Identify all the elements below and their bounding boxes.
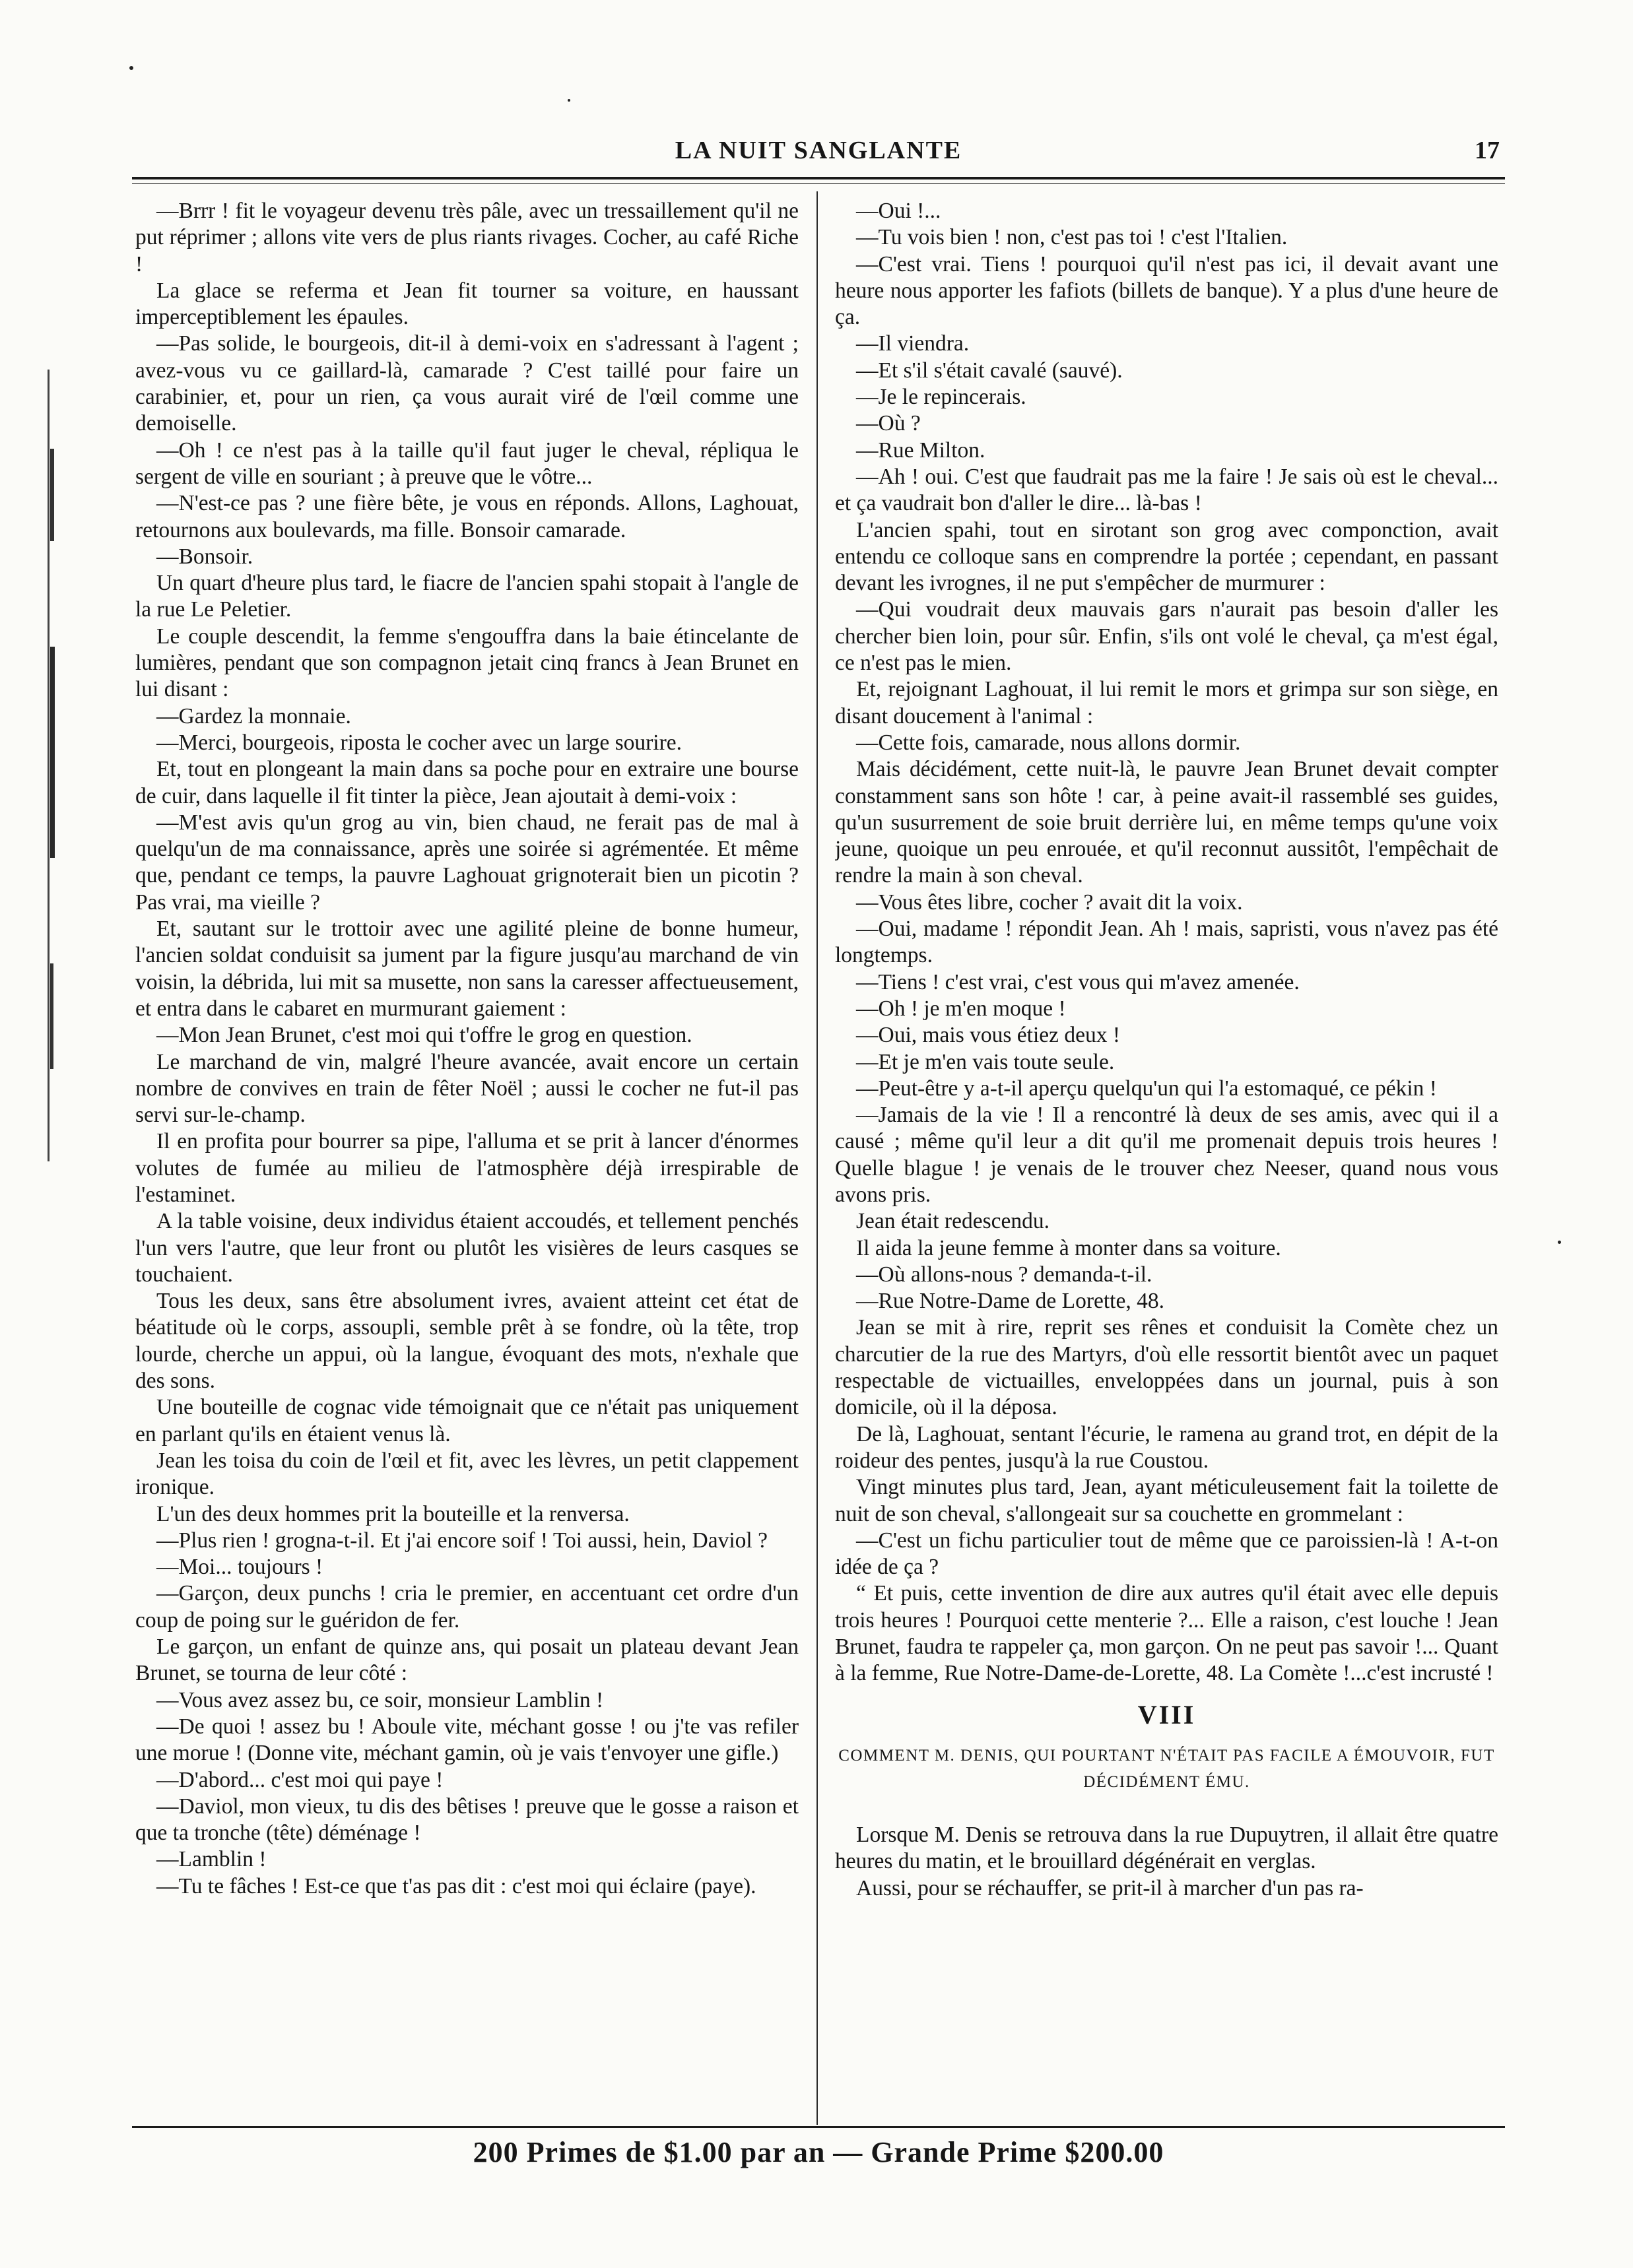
paragraph: —Oui, madame ! répondit Jean. Ah ! mais, sapristi, vous n'avez pas été longtemps. xyxy=(835,917,1498,968)
paragraph: —Rue Notre-Dame de Lorette, 48. xyxy=(856,1289,1164,1314)
paragraph: —Rue Milton. xyxy=(856,437,985,463)
paragraph: Et, sautant sur le trottoir avec une agilité pleine de bonne humeur, l'ancien soldat conduisit sa jument par la figure jusqu'au marchand de vin voisin, la débrida, lui mit sa musette, non sans la caresser affectueusement, et entra dans le cabaret en murmurant gaiement : xyxy=(135,917,799,1021)
left-column xyxy=(135,198,799,2125)
chapter-title: COMMENT M. DENIS, QUI POURTANT N'ÉTAIT PAS FACILE A ÉMOUVOIR, FUT DÉCIDÉMENT ÉMU. xyxy=(838,1746,1495,1791)
paragraph: —Peut-être y a-t-il aperçu quelqu'un qui l'a estomaqué, ce pékin ! xyxy=(856,1076,1437,1101)
paragraph: Et, rejoignant Laghouat, il lui remit le mors et grimpa sur son siège, en disant doucement à l'animal : xyxy=(835,677,1498,729)
paragraph: Le couple descendit, la femme s'engouffra dans la baie étincelante de lumières, pendant que son compagnon jetait cinq francs à Jean Brunet en lui disant : xyxy=(135,624,799,702)
running-title: LA NUIT SANGLANTE xyxy=(675,137,962,164)
paragraph: —Ah ! oui. C'est que faudrait pas me la faire ! Je sais où est le cheval... et ça vaudrait bon d'aller le dire... là-bas ! xyxy=(835,464,1498,516)
chapter-number: VIII xyxy=(1137,1699,1196,1730)
paragraph: A la table voisine, deux individus étaient accoudés, et tellement penchés l'un vers l'autre, que leur front ou plutôt les visières de leurs casques se touchaient. xyxy=(135,1209,799,1287)
paragraph: —Où ? xyxy=(856,411,921,436)
paragraph: —C'est un fichu particulier tout de même que ce paroissien-là ! A-t-on idée de ça ? xyxy=(835,1528,1498,1580)
page-header xyxy=(132,131,1505,177)
paragraph: La glace se referma et Jean fit tourner sa voiture, en haussant imperceptiblement les épaules. xyxy=(135,278,799,330)
ink-speck xyxy=(568,99,570,102)
paragraph: —Oui !... xyxy=(856,199,941,223)
paragraph: Le marchand de vin, malgré l'heure avancée, avait encore un certain nombre de convives en train de fêter Noël ; aussi le cocher ne fut-il pas servi sur-le-champ. xyxy=(135,1049,799,1128)
paragraph: —Je le repincerais. xyxy=(856,385,1026,410)
paragraph: —Où allons-nous ? demanda-t-il. xyxy=(856,1262,1152,1287)
paragraph: —Bonsoir. xyxy=(156,544,253,569)
right-column xyxy=(835,198,1498,2125)
footer-rule xyxy=(132,2126,1505,2128)
paragraph: Le garçon, un enfant de quinze ans, qui posait un plateau devant Jean Brunet, se tourna de leur côté : xyxy=(135,1635,799,1686)
binding-edge-marks xyxy=(45,370,57,1161)
paragraph: “ Et puis, cette invention de dire aux autres qu'il était avec elle depuis trois heures ! Pourquoi cette menterie ?... Elle a raison, c'est louche ! Jean Brunet, faudra te rappeler ça, mon garçon. On ne peut pas savoir !... Quant à la femme, Rue Notre-Dame-de-Lorette, 48. La Comète !...c'est incrusté ! xyxy=(835,1581,1498,1686)
paragraph: —Mon Jean Brunet, c'est moi qui t'offre le grog en question. xyxy=(156,1023,692,1048)
paragraph: Et, tout en plongeant la main dans sa poche pour en extraire une bourse de cuir, dans laquelle il fit tinter la pièce, Jean ajoutait à demi-voix : xyxy=(135,757,799,808)
paragraph: Jean se mit à rire, reprit ses rênes et conduisit la Comète chez un charcutier de la rue des Martyrs, d'où elle ressortit bientôt avec un paquet respectable de victuailles, enveloppées dans un journal, puis à son domicile, où il la déposa. xyxy=(835,1315,1498,1420)
paragraph: —Oh ! ce n'est pas à la taille qu'il faut juger le cheval, répliqua le sergent de ville en souriant ; à preuve que le vôtre... xyxy=(135,437,799,489)
paragraph: Tous les deux, sans être absolument ivres, avaient atteint cet état de béatitude où le corps, assoupli, semble prêt à se fondre, où la tête, trop lourde, cherche un appui, où la langue, évoquant des mots, n'exhale que des sons. xyxy=(135,1289,799,1394)
paragraph: Une bouteille de cognac vide témoignait que ce n'était pas uniquement en parlant qu'ils en étaient venus là. xyxy=(135,1395,799,1446)
paragraph: —Plus rien ! grogna-t-il. Et j'ai encore soif ! Toi aussi, hein, Daviol ? xyxy=(156,1528,768,1553)
header-rule-thin xyxy=(132,183,1505,184)
paragraph: —Tiens ! c'est vrai, c'est vous qui m'avez amenée. xyxy=(856,969,1300,994)
page-number: 17 xyxy=(1475,137,1500,164)
paragraph: Mais décidément, cette nuit-là, le pauvre Jean Brunet devait compter constamment sans son hôte ! car, à peine avait-il rassemblé ses guides, qu'un susurrement de soie bruit derrière lui, en même temps qu'une voix jeune, quoique un peu enrouée, et qu'il reconnut aussitôt, l'empêchait de rendre la main à son cheval. xyxy=(835,757,1498,888)
paragraph: L'ancien spahi, tout en sirotant son grog avec componction, avait entendu ce colloque sans en comprendre la portée ; cependant, en passant devant les ivrognes, il ne put s'empêcher de murmurer : xyxy=(835,517,1498,596)
ink-speck xyxy=(129,66,133,70)
paragraph: Un quart d'heure plus tard, le fiacre de l'ancien spahi stopait à l'angle de la rue Le Peletier. xyxy=(135,571,799,622)
paragraph: —Tu vois bien ! non, c'est pas toi ! c'est l'Italien. xyxy=(856,225,1288,250)
paragraph: —Tu te fâches ! Est-ce que t'as pas dit : c'est moi qui éclaire (paye). xyxy=(156,1873,756,1898)
paragraph: —Cette fois, camarade, nous allons dormir. xyxy=(856,730,1241,755)
paragraph: —Et je m'en vais toute seule. xyxy=(856,1049,1115,1074)
paragraph: Aussi, pour se réchauffer, se prit-il à marcher d'un pas ra- xyxy=(856,1875,1364,1900)
paragraph: De là, Laghouat, sentant l'écurie, le ramena au grand trot, en dépit de la roideur des pentes, jusqu'à la rue Coustou. xyxy=(835,1421,1498,1473)
paragraph: —Vous avez assez bu, ce soir, monsieur Lamblin ! xyxy=(156,1687,604,1712)
paragraph: —Garçon, deux punchs ! cria le premier, en accentuant cet ordre d'un coup de poing sur le guéridon de fer. xyxy=(135,1581,799,1633)
paragraph: —Pas solide, le bourgeois, dit-il à demi-voix en s'adressant à l'agent ; avez-vous vu ce gaillard-là, camarade ? C'est taillé pour faire un carabinier, et, pour un rien, ça vous aurait viré de l'œil comme une demoiselle. xyxy=(135,331,799,436)
paragraph: Vingt minutes plus tard, Jean, ayant méticuleusement fait la toilette de nuit de son cheval, s'allongeait sur sa couchette en grommelant : xyxy=(835,1475,1498,1526)
paragraph: —Daviol, mon vieux, tu dis des bêtises ! preuve que le gosse a raison et que ta tronche (tête) déménage ! xyxy=(135,1794,799,1846)
paragraph: —Et s'il s'était cavalé (sauvé). xyxy=(856,358,1123,383)
header-rule xyxy=(132,177,1505,179)
paragraph: —Lamblin ! xyxy=(156,1847,267,1872)
paragraph: Lorsque M. Denis se retrouva dans la rue Dupuytren, il allait être quatre heures du matin, et le brouillard dégénérait en verglas. xyxy=(835,1822,1498,1874)
paragraph: Jean les toisa du coin de l'œil et fit, avec les lèvres, un petit clappement ironique. xyxy=(135,1448,799,1500)
paragraph: —Brrr ! fit le voyageur devenu très pâle, avec un tressaillement qu'il ne put réprimer ; allons vite vers de plus riants rivages. Cocher, au café Riche ! xyxy=(135,199,799,276)
paragraph: —D'abord... c'est moi qui paye ! xyxy=(156,1767,444,1792)
paragraph: —M'est avis qu'un grog au vin, bien chaud, ne ferait pas de mal à quelqu'un de ma connaissance, après une soirée si agrémentée. Et même que, pendant ce temps, la pauvre Laghouat grignoterait bien un picotin ? Pas vrai, ma vieille ? xyxy=(135,810,799,915)
paragraph: —C'est vrai. Tiens ! pourquoi qu'il n'est pas ici, il devait avant une heure nous apporter les fafiots (billets de banque). Y a plus d'une heure de ça. xyxy=(835,251,1498,330)
footer-banner: 200 Primes de $1.00 par an — Grande Prime $200.00 xyxy=(473,2136,1164,2168)
paragraph: —Jamais de la vie ! Il a rencontré là deux de ses amis, avec qui il a causé ; même qu'il leur a dit qu'il me promenait depuis trois heures ! Quelle blague ! je venais de le trouver chez Neeser, quand nous vous avons pris. xyxy=(835,1103,1498,1207)
column-divider xyxy=(816,191,818,2125)
paragraph: —Oh ! je m'en moque ! xyxy=(856,996,1066,1021)
paragraph: —Oui, mais vous étiez deux ! xyxy=(856,1023,1121,1048)
paragraph: —Vous êtes libre, cocher ? avait dit la voix. xyxy=(856,890,1243,915)
paragraph: —Moi... toujours ! xyxy=(156,1555,323,1580)
paragraph: —Qui voudrait deux mauvais gars n'aurait pas besoin d'aller les chercher bien loin, pour sûr. Enfin, s'ils ont volé le cheval, ça m'est égal, ce n'est pas le mien. xyxy=(835,597,1498,676)
paragraph: —Gardez la monnaie. xyxy=(156,703,351,729)
paragraph: Il en profita pour bourrer sa pipe, l'alluma et se prit à lancer d'énormes volutes de fumée au milieu de l'atmosphère déjà irrespirable de l'estaminet. xyxy=(135,1129,799,1207)
paragraph: —N'est-ce pas ? une fière bête, je vous en réponds. Allons, Laghouat, retournons aux boulevards, ma fille. Bonsoir camarade. xyxy=(135,491,799,542)
paragraph: —De quoi ! assez bu ! Aboule vite, méchant gosse ! ou j'te vas refiler une morue ! (Donne vite, méchant gamin, où je vais t'envoyer une gifle.) xyxy=(135,1714,799,1766)
ink-speck xyxy=(1558,1241,1561,1244)
paragraph: L'un des deux hommes prit la bouteille et la renversa. xyxy=(156,1501,630,1526)
paragraph: Il aida la jeune femme à monter dans sa voiture. xyxy=(856,1235,1281,1260)
paragraph: Jean était redescendu. xyxy=(856,1209,1050,1234)
paragraph: —Il viendra. xyxy=(856,331,970,356)
paragraph: —Merci, bourgeois, riposta le cocher avec un large sourire. xyxy=(156,730,682,755)
